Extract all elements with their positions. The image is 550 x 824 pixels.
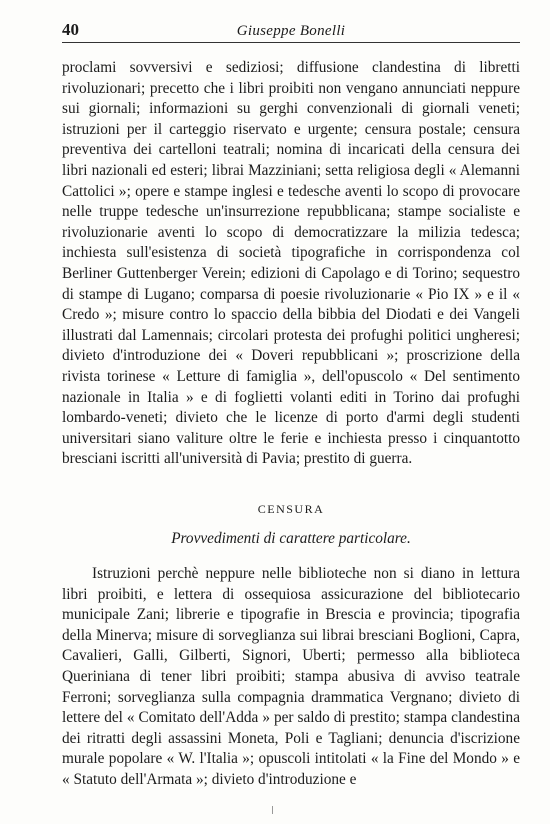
paragraph-continuation: proclami sovversivi e sediziosi; diffusione clandestina di libretti rivoluzionari; precetto che i libri proibiti non vengano annunciati neppure sui giornali; informazioni su gerghi convenzionali di giornali veneti; istruzioni per il carteggio riservato e urgente; censura postale; censura preventiva dei cartelloni teatrali; nomina di incaricati della censura dei libri nazionali ed esteri; librai Mazziniani; setta religiosa degli « Alemanni Cattolici »; opere e stampe inglesi e tedesche aventi lo scopo di provocare nelle truppe tedesche un'insurrezione repubblicana; stampe socialiste e rivoluzionarie aventi lo scopo di democratizzare la milizia tedesca; inchiesta sull'esistenza di società tipografiche in corrispondenza col Berliner Guttenberger Verein; edizioni di Capolago e di Torino; sequestro di stampe di Lugano; comparsa di poesie rivoluzionarie « Pio IX » e il « Credo »; misure contro lo spaccio della bibbia del Diodati e dei Vangeli illustrati dal Lamennais; circolari protesta dei profughi politici ungheresi; divieto d'introduzione dei « Doveri repubblicani »; proscrizione della rivista torinese « Letture di famiglia », dell'opuscolo « Del sentimento nazionale in Italia » e di foglietti volanti editi in Torino dai profughi lombardo-veneti; divieto che le licenze di porto d'armi degli studenti universitari siano valiture oltre le ferie e inchiesta presso i cinquantotto bresciani iscritti all'università di Pavia; prestito di guerra.: [62, 59, 520, 468]
body-text-bottom: [62, 564, 520, 791]
section-title: CENSURA: [257, 502, 325, 516]
page-header: [62, 18, 520, 43]
paragraph-censura: Istruzioni perchè neppure nelle biblioteche non si diano in lettura libri proibiti, e lettera di ossequiosa assicurazione del bibliotecario municipale Zani; librerie e tipografie in Brescia e provincia; tipografia della Minerva; misure di sorveglianza sui librai bresciani Boglioni, Capra, Cavalieri, Galli, Gilberti, Signori, Uberti; permesso alla biblioteca Queriniana di tener libri proibiti; stampa abusiva di avviso teatrale Ferroni; sorveglianza sulla compagnia drammatica Vergnano; divieto di lettere del « Comitato dell'Adda » per saldo di prestito; stampa clandestina dei ritratti degli assassini Moneta, Poli e Tagliani; denuncia d'iscrizione murale popolare « W. l'Italia »; opuscoli intitolati « la Fine del Mondo » e « Statuto dell'Armata »; divieto d'introduzione e: [62, 565, 520, 788]
page-number: 40: [62, 20, 79, 39]
footer-mark: [272, 806, 273, 814]
section-subtitle: Provvedimenti di carattere particolare.: [171, 530, 411, 547]
body-text-top: [62, 58, 520, 470]
running-title: Giuseppe Bonelli: [236, 23, 346, 39]
